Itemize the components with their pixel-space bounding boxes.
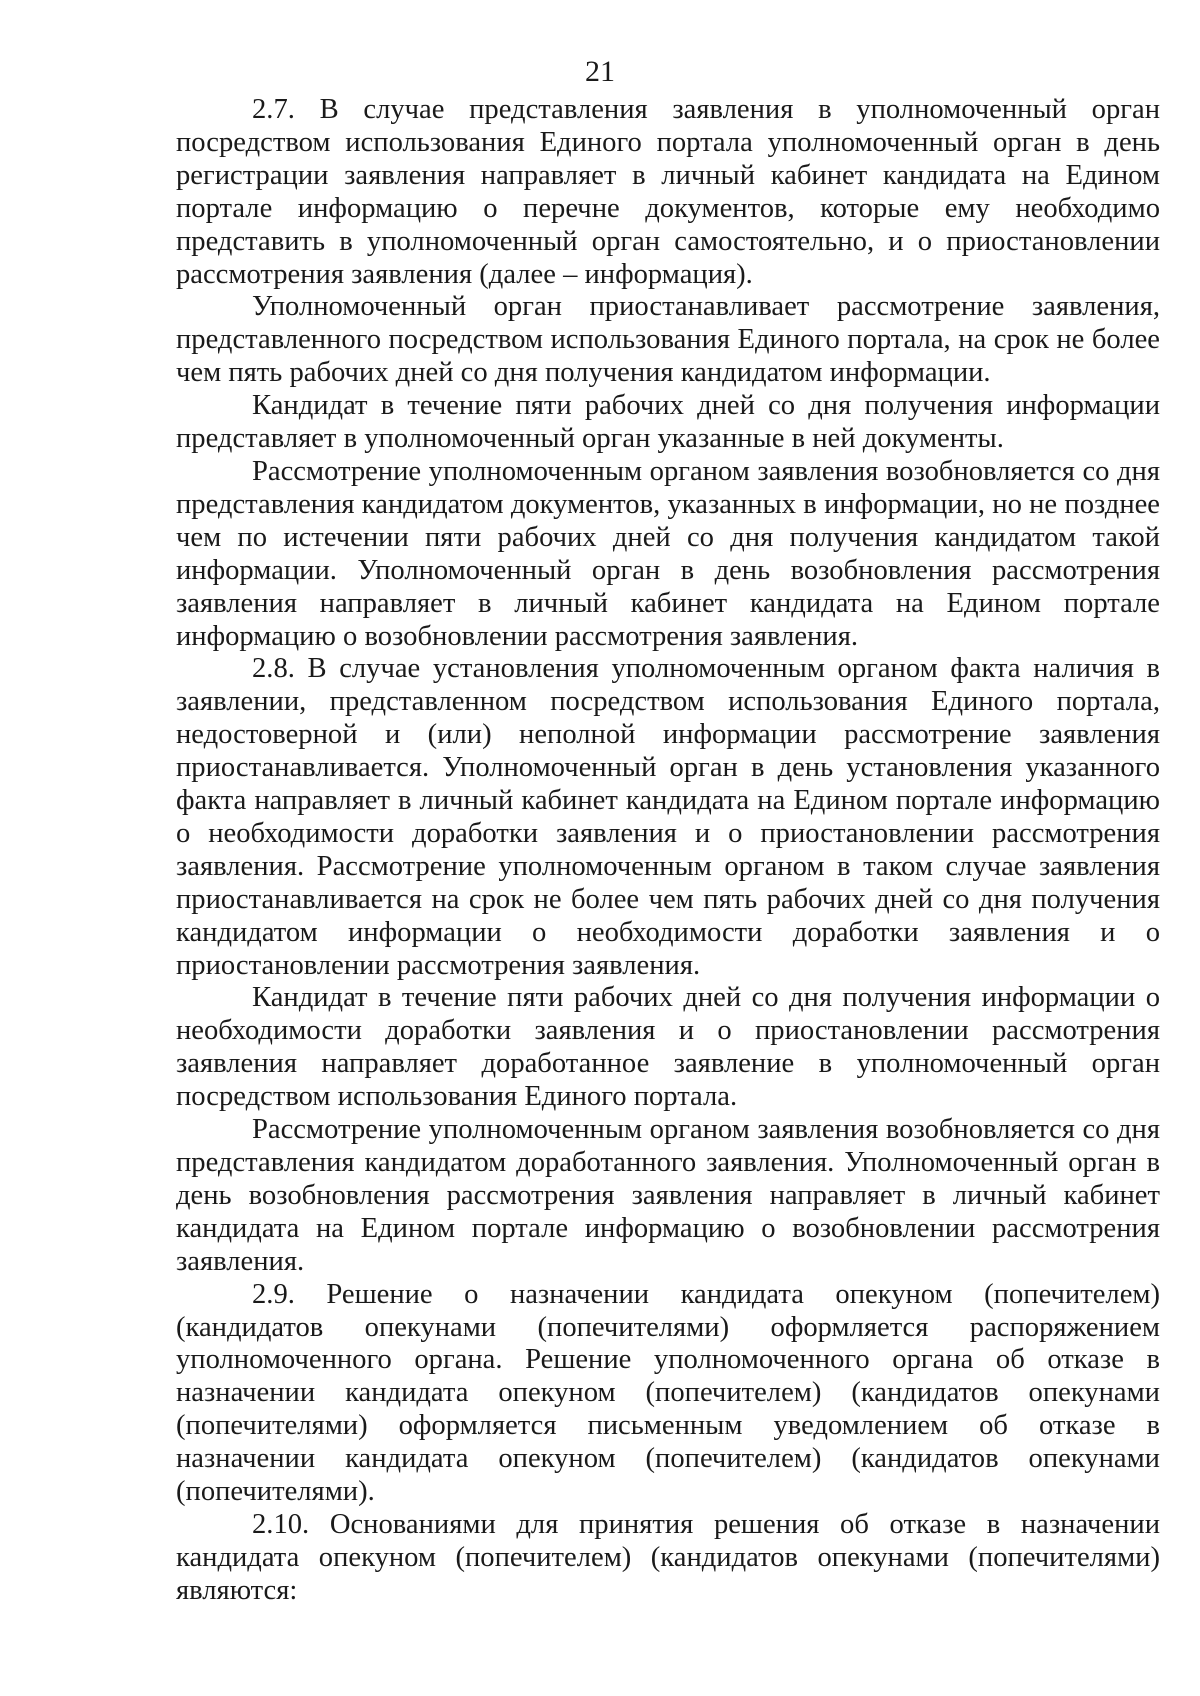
paragraph-2-9: 2.9. Решение о назначении кандидата опекуном (попечителем) (кандидатов опекунами (попечителями) оформляется распоряжением уполномоченного органа. Решение уполномоченного органа об отказе в назначении кандидата опекуном (попечителем) (кандидатов опекунами (попечителями) оформляется письменным уведомлением об отказе в назначении кандидата опекуном (попечителем) (кандидатов опекунами (попечителями). <box>176 1278 1160 1508</box>
paragraph-suspension-period: Уполномоченный орган приостанавливает рассмотрение заявления, представленного посредством использования Единого портала, на срок не более чем пять рабочих дней со дня получения кандидатом информации. <box>176 291 1160 389</box>
paragraph-2-10: 2.10. Основаниями для принятия решения об отказе в назначении кандидата опекуном (попечителем) (кандидатов опекунами (попечителями) являются: <box>176 1508 1160 1606</box>
paragraph-revised-resumption: Рассмотрение уполномоченным органом заявления возобновляется со дня представления кандидатом доработанного заявления. Уполномоченный орган в день возобновления рассмотрения заявления направляет в личный кабинет кандидата на Едином портале информацию о возобновлении рассмотрения заявления. <box>176 1114 1160 1277</box>
page-number: 21 <box>585 55 615 88</box>
paragraph-revised-application: Кандидат в течение пяти рабочих дней со дня получения информации о необходимости доработки заявления и о приостановлении рассмотрения заявления направляет доработанное заявление в уполномоченный орган посредством использования Единого портала. <box>176 982 1160 1113</box>
paragraph-2-7: 2.7. В случае представления заявления в уполномоченный орган посредством использования Единого портала уполномоченный орган в день регистрации заявления направляет в личный кабинет кандидата на Едином портале информацию о перечне документов, которые ему необходимо представить в уполномоченный орган самостоятельно, и о приостановлении рассмотрения заявления (далее – информация). <box>176 94 1160 290</box>
paragraph-resumption: Рассмотрение уполномоченным органом заявления возобновляется со дня представления кандидатом документов, указанных в информации, но не позднее чем по истечении пяти рабочих дней со дня получения кандидатом такой информации. Уполномоченный орган в день возобновления рассмотрения заявления направляет в личный кабинет кандидата на Едином портале информацию о возобновлении рассмотрения заявления. <box>176 455 1160 652</box>
paragraph-candidate-documents: Кандидат в течение пяти рабочих дней со дня получения информации представляет в уполномоченный орган указанные в ней документы. <box>176 390 1160 455</box>
document-body <box>176 94 1160 1608</box>
paragraph-2-8: 2.8. В случае установления уполномоченным органом факта наличия в заявлении, представленном посредством использования Единого портала, недостоверной и (или) неполной информации рассмотрение заявления приостанавливается. Уполномоченный орган в день установления указанного факта направляет в личный кабинет кандидата на Едином портале информацию о необходимости доработки заявления и о приостановлении рассмотрения заявления. Рассмотрение уполномоченным органом в таком случае заявления приостанавливается на срок не более чем пять рабочих дней со дня получения кандидатом информации о необходимости доработки заявления и о приостановлении рассмотрения заявления. <box>176 653 1160 981</box>
